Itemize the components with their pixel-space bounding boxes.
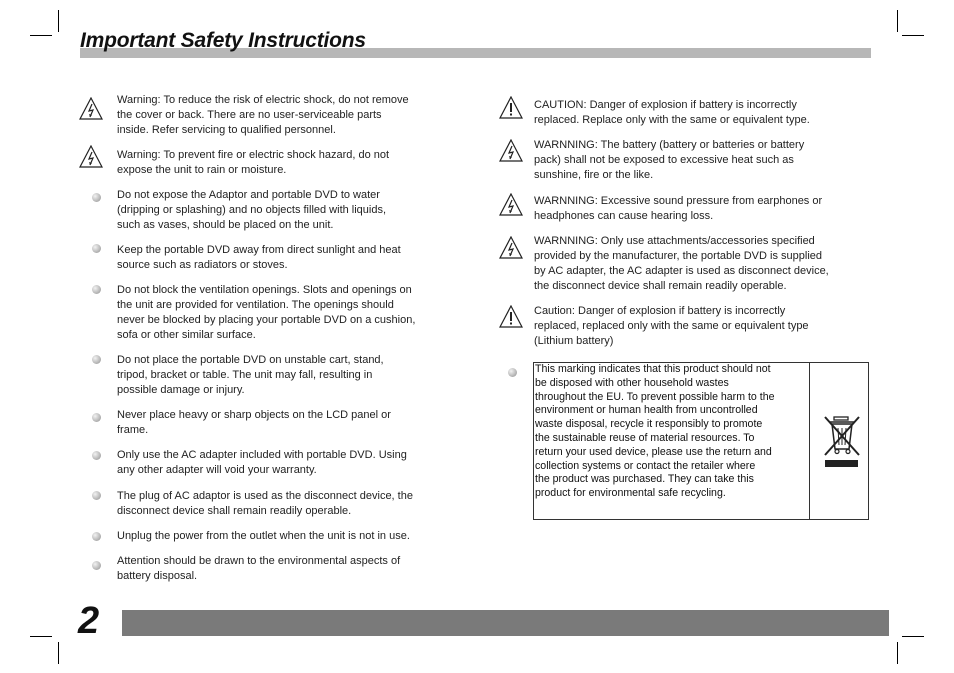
bullet-icon: [508, 368, 517, 377]
safety-item-text: CAUTION: Danger of explosion if battery is incorrectly replaced. Replace only with the same or equivalent type.: [534, 99, 810, 126]
crop-mark: [58, 10, 59, 32]
safety-item-text: Warning: To prevent fire or electric shock hazard, do not expose the unit to rain or moisture.: [117, 149, 390, 176]
bullet-icon: [92, 244, 101, 253]
weee-notice-box: [533, 362, 869, 520]
safety-item-text: Keep the portable DVD away from direct sunlight and heat source such as radiators or stoves.: [117, 244, 401, 271]
safety-item-text: Attention should be drawn to the environmental aspects of battery disposal.: [117, 555, 401, 582]
crop-mark: [902, 636, 924, 637]
bullet-icon: [92, 532, 101, 541]
crop-mark: [902, 35, 924, 36]
crop-mark: [897, 642, 898, 664]
safety-item-text: WARNNING: Only use attachments/accessories specified provided by the manufacturer, the portable DVD is supplied by AC adapter, the AC adapter is used as disconnect device, the disconnect device shall remain readily operable.: [534, 235, 829, 292]
lightning-warning-icon: [499, 236, 523, 260]
crossed-out-bin-icon: [822, 413, 862, 471]
exclamation-warning-icon: [499, 305, 523, 329]
crop-mark: [30, 636, 52, 637]
lightning-warning-icon: [499, 193, 523, 217]
bullet-icon: [92, 193, 101, 202]
crop-mark: [58, 642, 59, 664]
page-title: Important Safety Instructions: [80, 29, 366, 52]
bullet-icon: [92, 285, 101, 294]
bullet-icon: [92, 355, 101, 364]
divider: [809, 363, 810, 519]
weee-notice-text: This marking indicates that this product should not be disposed with other household wastes throughout the EU. To prevent possible harm to the environment or human health from uncontrolled waste disposal, recycle it responsibly to promote the sustainable reuse of material resources. To return your used device, please use the return and collection systems or contact the retailer where the product was purchased. They can take this product for environmental safe recycling.: [535, 363, 775, 500]
exclamation-warning-icon: [499, 96, 523, 120]
safety-item-text: Only use the AC adapter included with portable DVD. Using any other adapter will void your warranty.: [117, 449, 407, 476]
safety-item-text: Do not place the portable DVD on unstable cart, stand, tripod, bracket or table. The unit may fall, resulting in possible damage or injury.: [117, 354, 384, 396]
lightning-warning-icon: [79, 145, 103, 169]
lightning-warning-icon: [79, 97, 103, 121]
safety-item-text: The plug of AC adaptor is used as the disconnect device, the disconnect device shall remain readily operable.: [117, 490, 413, 517]
lightning-warning-icon: [499, 139, 523, 163]
crop-mark: [897, 10, 898, 32]
bullet-icon: [92, 561, 101, 570]
page-number: 2: [78, 600, 100, 642]
safety-item-text: Do not expose the Adaptor and portable DVD to water (dripping or splashing) and no objects filled with liquids, such as vases, should be placed on the unit.: [117, 189, 387, 231]
safety-item-text: Never place heavy or sharp objects on the LCD panel or frame.: [117, 409, 391, 436]
safety-item-text: WARNNING: Excessive sound pressure from earphones or headphones can cause hearing loss.: [534, 195, 823, 222]
safety-item-text: WARNNING: The battery (battery or batteries or battery pack) shall not be exposed to excessive heat such as sunshine, fire or the like.: [534, 139, 805, 181]
bullet-icon: [92, 451, 101, 460]
crop-mark: [30, 35, 52, 36]
safety-item-text: Do not block the ventilation openings. Slots and openings on the unit are provided for ventilation. The openings should never be blocked by placing your portable DVD on a cushion, sofa or other similar surface.: [117, 284, 416, 341]
bullet-icon: [92, 413, 101, 422]
bullet-icon: [92, 491, 101, 500]
safety-item-text: Unplug the power from the outlet when the unit is not in use.: [117, 530, 410, 542]
footer-bar: [122, 610, 889, 636]
safety-item-text: Caution: Danger of explosion if battery is incorrectly replaced, replaced only with the same or equivalent type (Lithium battery): [534, 305, 809, 347]
safety-item-text: Warning: To reduce the risk of electric shock, do not remove the cover or back. There are no user-serviceable parts inside. Refer servicing to qualified personnel.: [117, 94, 409, 136]
